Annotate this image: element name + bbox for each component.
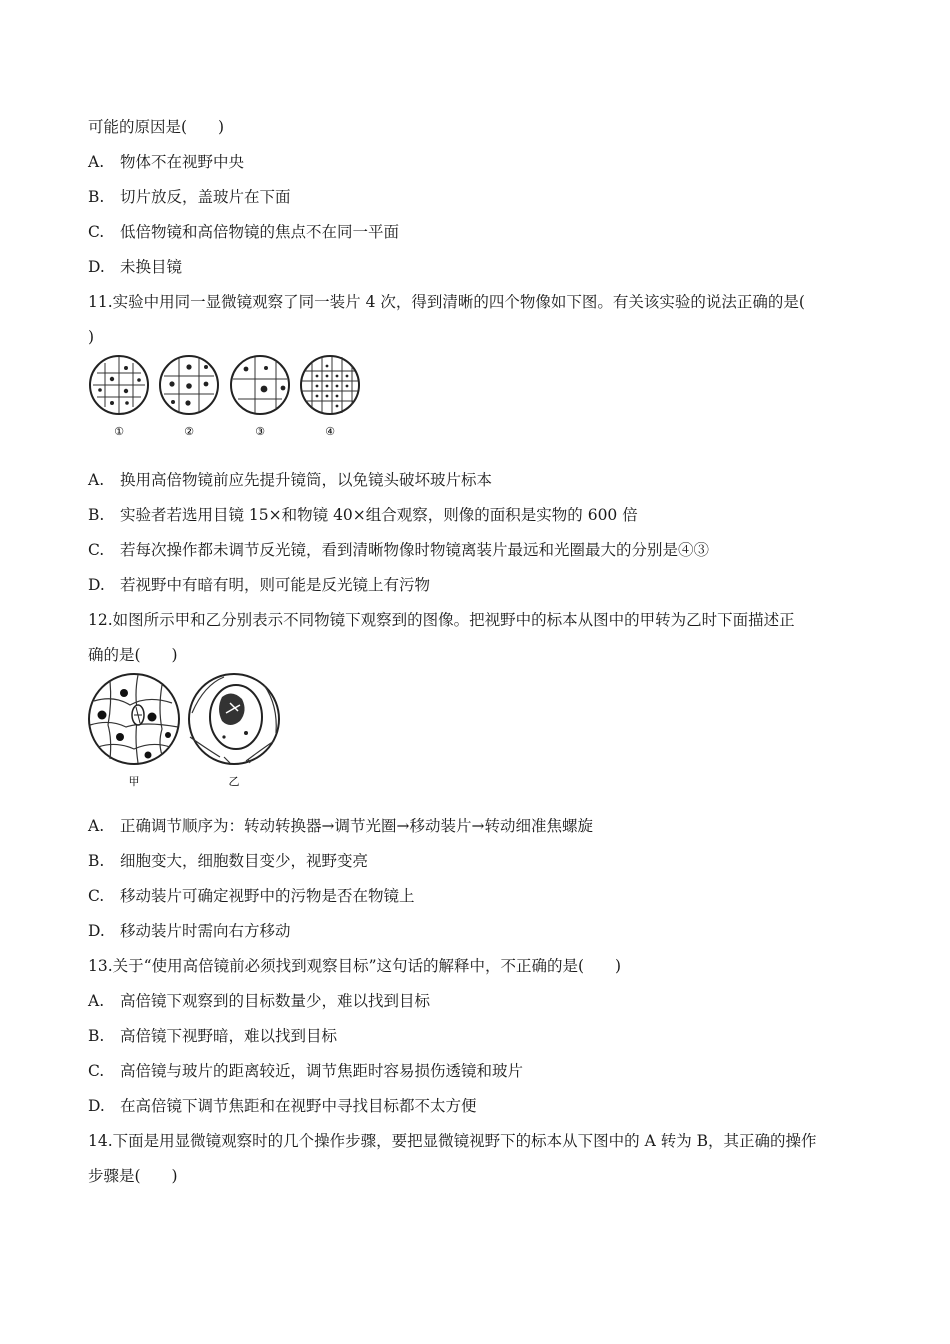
q10-option-d[interactable] xyxy=(88,250,878,285)
figure-label-4: ④ xyxy=(325,425,335,438)
q12-stem-line2: 确的是( ) xyxy=(88,646,178,664)
option-text: 高倍镜与玻片的距离较近，调节焦距时容易损伤透镜和玻片 xyxy=(120,1062,524,1080)
option-text: 细胞变大，细胞数目变少，视野变亮 xyxy=(120,852,369,870)
figure-label-3: ③ xyxy=(255,425,265,438)
q11-figure-microscope-views xyxy=(88,355,878,443)
option-label: C. xyxy=(88,1062,105,1080)
microscope-view-2 xyxy=(160,356,218,414)
option-label: C. xyxy=(88,223,105,241)
q13-option-c[interactable] xyxy=(88,1054,878,1089)
option-label: C. xyxy=(88,887,105,905)
q13-option-a[interactable] xyxy=(88,984,878,1019)
view-yi xyxy=(189,674,279,764)
q12-option-c[interactable] xyxy=(88,879,878,914)
option-text: 未换目镜 xyxy=(120,258,183,276)
q10-option-c[interactable] xyxy=(88,215,878,250)
option-text: 高倍镜下观察到的目标数量少，难以找到目标 xyxy=(120,992,431,1010)
figure-label-yi: 乙 xyxy=(228,775,240,788)
option-label: B. xyxy=(88,188,105,206)
q11-stem-line2: ) xyxy=(88,328,95,346)
q10-option-b[interactable] xyxy=(88,180,878,215)
q11-option-b[interactable] xyxy=(88,498,878,533)
option-label: A. xyxy=(88,817,105,835)
option-label: A. xyxy=(88,471,105,489)
q13-option-b[interactable] xyxy=(88,1019,878,1054)
option-text: 若视野中有暗有明，则可能是反光镜上有污物 xyxy=(120,576,431,594)
q11-option-c[interactable] xyxy=(88,533,878,568)
q10-option-a[interactable] xyxy=(88,145,878,180)
q12-option-a[interactable] xyxy=(88,809,878,844)
option-text: 在高倍镜下调节焦距和在视野中寻找目标都不太方便 xyxy=(120,1097,477,1115)
q11-figure-svg xyxy=(88,355,378,443)
q12-figure-objective-views xyxy=(88,673,878,791)
figure-label-1: ① xyxy=(114,425,124,438)
option-text: 若每次操作都未调节反光镜，看到清晰物像时物镜离装片最远和光圈最大的分别是④③ xyxy=(120,541,710,559)
microscope-view-3 xyxy=(231,356,289,414)
option-label: B. xyxy=(88,852,105,870)
view-jia xyxy=(89,674,179,764)
microscope-view-1 xyxy=(90,356,148,414)
option-label: D. xyxy=(88,258,105,276)
option-text: 高倍镜下视野暗，难以找到目标 xyxy=(120,1027,338,1045)
option-label: B. xyxy=(88,506,105,524)
option-text: 正确调节顺序为：转动转换器→调节光圈→移动装片→转动细准焦螺旋 xyxy=(120,817,593,835)
document-page xyxy=(88,110,878,1194)
option-label: C. xyxy=(88,541,105,559)
option-label: A. xyxy=(88,153,105,171)
option-text: 切片放反，盖玻片在下面 xyxy=(120,188,291,206)
option-text: 移动装片可确定视野中的污物是否在物镜上 xyxy=(120,887,415,905)
figure-label-jia: 甲 xyxy=(128,775,140,788)
option-label: D. xyxy=(88,1097,105,1115)
figure-label-2: ② xyxy=(184,425,194,438)
option-text: 换用高倍物镜前应先提升镜筒，以免镜头破坏玻片标本 xyxy=(120,471,493,489)
q13-stem-line1: 13.关于“使用高倍镜前必须找到观察目标”这句话的解释中，不正确的是( ) xyxy=(88,957,622,975)
q11-stem-line1: 11.实验中用同一显微镜观察了同一装片 4 次，得到清晰的四个物像如下图。有关该实验的说法正确的是( xyxy=(88,293,805,311)
option-label: D. xyxy=(88,922,105,940)
q11-option-a[interactable] xyxy=(88,463,878,498)
q14-stem-line2: 步骤是( ) xyxy=(88,1167,178,1185)
q14-stem-line1: 14.下面是用显微镜观察时的几个操作步骤，要把显微镜视野下的标本从下图中的 A 转为 B，其正确的操作 xyxy=(88,1132,817,1150)
option-label: A. xyxy=(88,992,105,1010)
option-text: 低倍物镜和高倍物镜的焦点不在同一平面 xyxy=(120,223,400,241)
option-label: D. xyxy=(88,576,105,594)
option-text: 物体不在视野中央 xyxy=(120,153,245,171)
q10-stem-tail: 可能的原因是( ) xyxy=(88,118,225,136)
q11-option-d[interactable] xyxy=(88,568,878,603)
option-label: B. xyxy=(88,1027,105,1045)
option-text: 移动装片时需向右方移动 xyxy=(120,922,291,940)
q12-option-b[interactable] xyxy=(88,844,878,879)
q12-figure-svg xyxy=(88,673,288,791)
option-text: 实验者若选用目镜 15×和物镜 40×组合观察，则像的面积是实物的 600 倍 xyxy=(120,506,638,524)
microscope-view-4 xyxy=(301,356,359,414)
q13-option-d[interactable] xyxy=(88,1089,878,1124)
q12-option-d[interactable] xyxy=(88,914,878,949)
q12-stem-line1: 12.如图所示甲和乙分别表示不同物镜下观察到的图像。把视野中的标本从图中的甲转为乙时下面描述正 xyxy=(88,611,795,629)
